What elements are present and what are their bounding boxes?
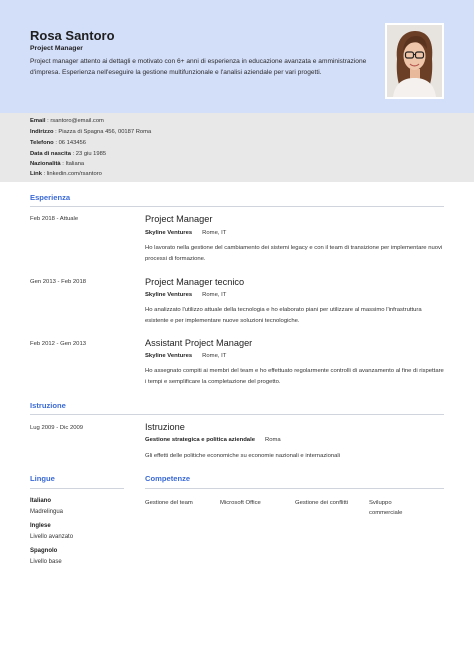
job-dates: Feb 2012 - Gen 2013 [30, 341, 87, 347]
contact-nationality: Nazionalità : Italiana [30, 161, 85, 167]
education-title: Istruzione [145, 422, 185, 432]
language-name: Spagnolo [30, 548, 58, 554]
profile-photo [385, 23, 444, 99]
contact-birthdate: Data di nascita : 23 giu 1985 [30, 151, 107, 157]
job-company: Skyline Ventures Rome, IT [145, 353, 227, 359]
contact-section [0, 113, 474, 182]
job-title: Project Manager tecnico [145, 277, 245, 287]
job-company: Skyline Ventures Rome, IT [145, 292, 227, 298]
job-dates: Gen 2013 - Feb 2018 [30, 279, 87, 285]
skill-item: Gestione del team [145, 500, 193, 506]
skills-heading: Competenze [145, 474, 191, 483]
skill-item: Microsoft Office [220, 500, 261, 506]
contact-phone: Telefono : 06 143456 [30, 140, 86, 146]
candidate-role: Project Manager [30, 45, 83, 52]
language-level: Livello base [30, 559, 62, 565]
job-description: Ho lavorato nella gestione del cambiamento dei sistemi legacy e con il team di transizione per implementare nuovi processi di formazione. [145, 245, 443, 262]
language-level: Madrelingua [30, 509, 64, 515]
skills-divider [145, 488, 444, 489]
education-description: Gli effetti delle politiche economiche su economie nazionali e internazionali [145, 453, 341, 459]
contact-email[interactable]: Email : rsantoro@email.com [30, 118, 104, 124]
job-description: Ho analizzato l'utilizzo attuale della tecnologia e ho elaborato piani per utilizzare al massimo l'infrastruttura esistente e per implementare nuove soluzioni tecnologiche. [145, 307, 422, 324]
language-level: Livello avanzato [30, 534, 74, 540]
contact-address: Indirizzo : Piazza di Spagna 456, 00187 Roma [30, 129, 152, 135]
job-title: Project Manager [145, 214, 213, 224]
languages-divider [30, 488, 124, 489]
skill-item: Gestione dei conflitti [295, 500, 349, 506]
languages-heading: Lingue [30, 474, 55, 483]
skill-item: Sviluppo commerciale [369, 500, 403, 516]
education-school: Gestione strategica e politica aziendale Roma [145, 437, 281, 443]
job-company: Skyline Ventures Rome, IT [145, 230, 227, 236]
education-heading: Istruzione [30, 401, 66, 410]
contact-link[interactable]: Link : linkedin.com/rsantoro [30, 171, 102, 177]
profile-summary: Project manager attento ai dettagli e motivato con 6+ anni di esperienza in educazione avanzata e amministrazione d'impresa. Esperienza nell'eseguire la gestione multifunzionale e l'analisi aziendale per vari progetti. [30, 58, 367, 76]
language-name: Inglese [30, 523, 51, 529]
job-title: Assistant Project Manager [145, 338, 253, 348]
education-dates: Lug 2009 - Dic 2009 [30, 425, 84, 431]
resume-header [0, 0, 474, 113]
experience-divider [30, 206, 444, 207]
job-dates: Feb 2018 - Attuale [30, 216, 79, 222]
education-divider [30, 414, 444, 415]
language-name: Italiano [30, 498, 52, 504]
experience-heading: Esperienza [30, 193, 71, 202]
job-description: Ho assegnato compiti ai membri del team e ho effettuato regolarmente controlli di avanzamento al fine di rispettare i tempi e semplificare la completazione del progetto. [145, 368, 444, 385]
candidate-name: Rosa Santoro [30, 28, 115, 43]
